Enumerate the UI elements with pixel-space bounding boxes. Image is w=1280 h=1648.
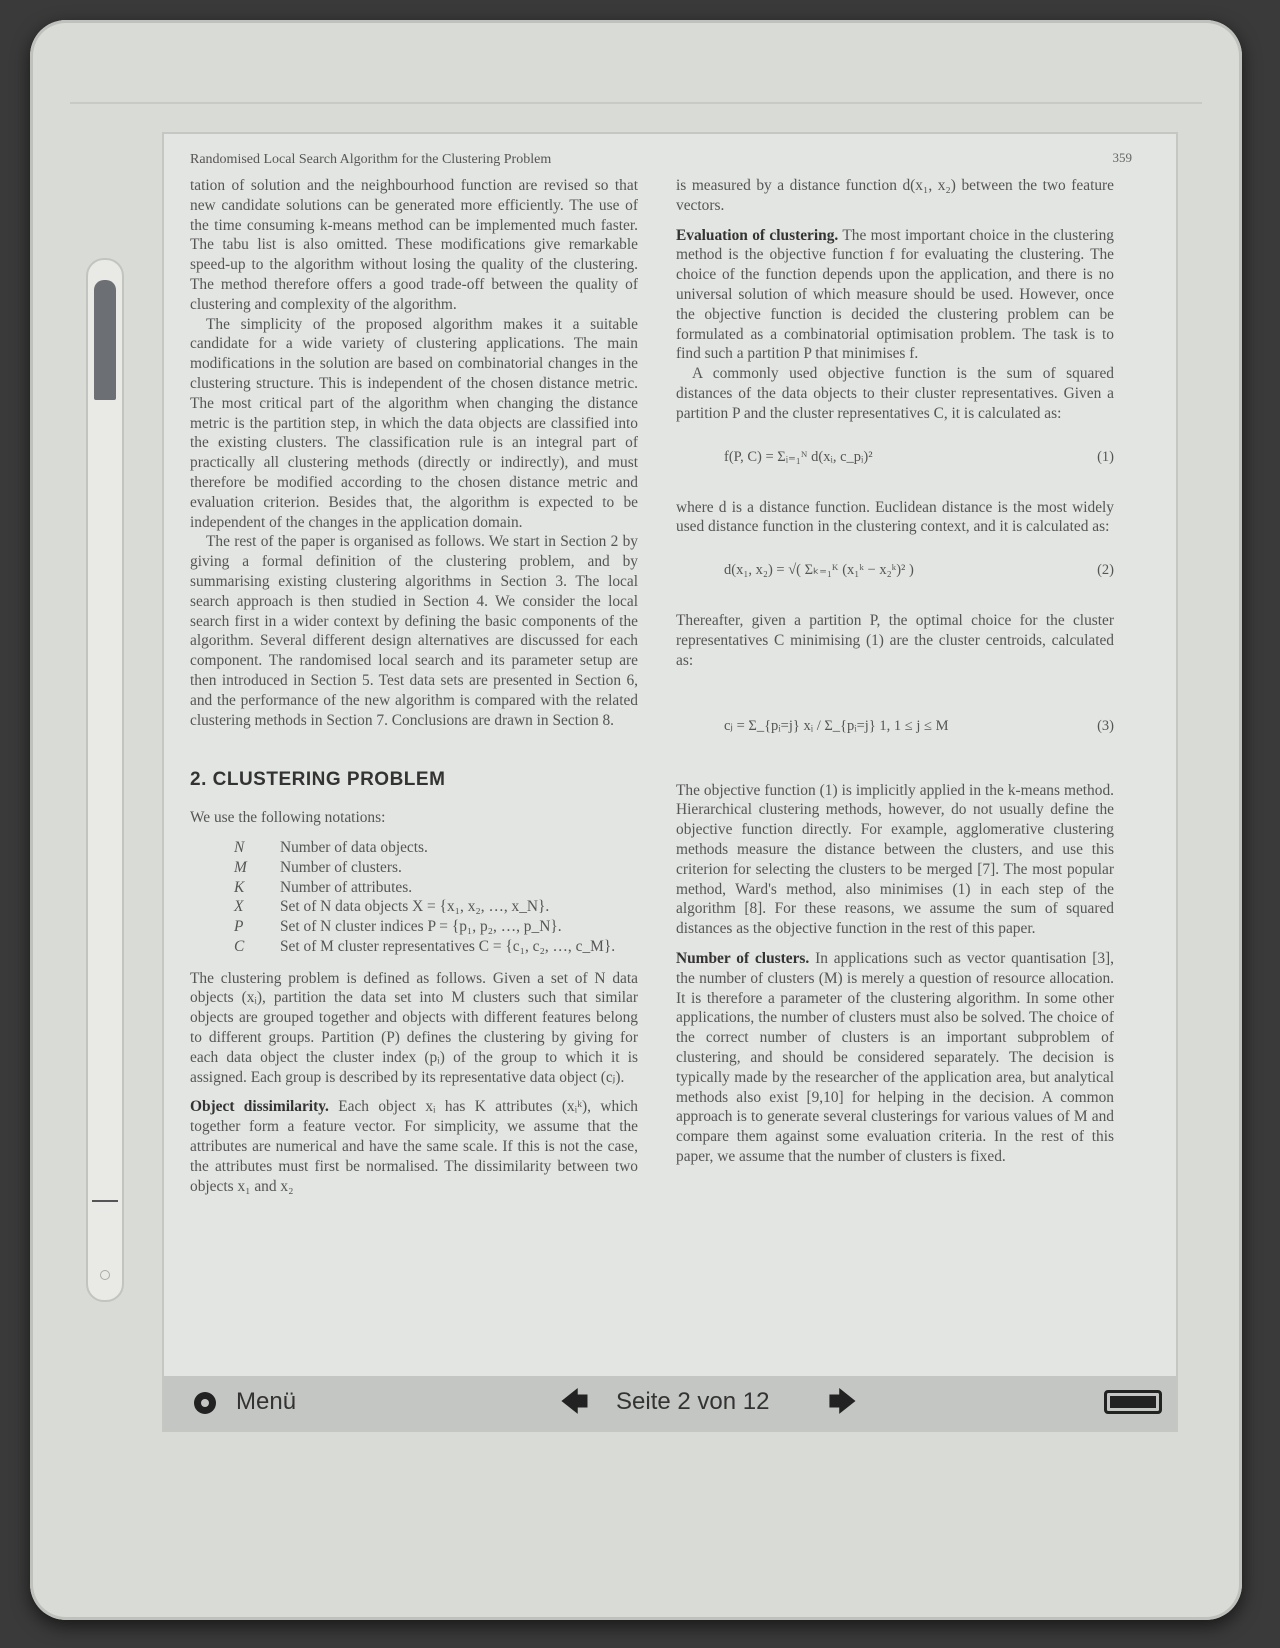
- display-screen: [162, 132, 1178, 1432]
- menu-circle-icon[interactable]: [194, 1392, 216, 1414]
- notation-item: [234, 878, 638, 898]
- paragraph: is measured by a distance function d(x₁, x₂) between the two feature vectors.: [676, 177, 1114, 214]
- equation-body: f(P, C) = Σᵢ₌₁ᴺ d(xᵢ, c_pᵢ)²: [724, 448, 873, 465]
- bezel-divider: [70, 102, 1202, 104]
- paragraph: tation of solution and the neighbourhood function are revised so that new candidate solutions can be generated more efficiently. The use of the time consuming k-means method can be implemented much faster. The tabu list is also omitted. These modifications give remarkable speed-up to the algorithm without losing the quality of the clustering. The method therefore offers a good trade-off between the quality of clustering and complexity of the algorithm.: [190, 177, 638, 313]
- notation-intro: We use the following notations:: [190, 809, 386, 827]
- paragraph: The rest of the paper is organised as follows. We start in Section 2 by giving a formal definition of the clustering problem, and by summarising existing clustering algorithms in Section 3. The local search approach is then studied in Section 4. We consider the local search first in a wider context by defining the basic components of the algorithm. Several different design alternatives are discussed for each component. The randomised local search and its parameter setup are then introduced in Section 5. Test data sets are presented in Section 6, and the performance of the new algorithm is compared with the related clustering methods in Section 7. Conclusions are drawn in Section 8.: [190, 533, 638, 729]
- page-scroll-slider[interactable]: [86, 258, 124, 1302]
- notation-description: Number of clusters.: [280, 858, 402, 876]
- equation-number: (2): [1097, 562, 1114, 579]
- paragraph: A commonly used objective function is the sum of squared distances of the data objects to their cluster representatives. Given a partition P and the cluster representatives C, it is calculated as:: [676, 365, 1114, 422]
- paragraph: The objective function (1) is implicitly applied in the k-means method. Hierarchical clustering methods, however, do not usually define the objective function directly. For example, agglomerative clustering methods measure the distance between the clusters, and use this criterion for selecting the clusters to be merged [7]. The most popular method, Ward's method, also minimises (1) in each step of the algorithm [8]. For these reasons, we assume the sum of squared distances as the objective function in the rest of this paper.: [676, 781, 1114, 938]
- paragraph: The simplicity of the proposed algorithm makes it a suitable candidate for a wide variety of clustering applications. The main modifications in the solution are based on combinatorial changes in the clustering structure. This is independent of the chosen distance metric. The most critical part of the algorithm when changing the distance metric is the partition step, in which the data objects are classified into the existing clusters. The classification rule is an integral part of practically all clustering methods (directly or indirectly), and must therefore be modified according to the chosen distance metric and evaluation criterion. Besides that, the algorithm is expected to be independent of the changes in the application domain.: [190, 315, 638, 531]
- paragraph-text: In applications such as vector quantisation [3], the number of clusters (M) is merely a question of resource allocation. It is therefore a parameter of the clustering algorithm. In some other applications, the number of clusters must also be solved. The choice of the correct number of clusters is an important subproblem of clustering, and should be considered separately. The decision is typically made by the researcher of the application area, but analytical methods also exist [9,10] for helping in the decision. A common approach is to generate several clusterings for various values of M and compare them against some evaluation criteria. In the rest of this paper, we assume that the number of clusters is fixed.: [676, 949, 1114, 1165]
- notation-description: Number of attributes.: [280, 878, 413, 896]
- paragraph: [190, 1097, 638, 1196]
- running-header-title: Randomised Local Search Algorithm for the Clustering Problem: [190, 152, 552, 167]
- equation-body: d(x₁, x₂) = √( Σₖ₌₁ᴷ (x₁ᵏ − x₂ᵏ)² ): [724, 562, 914, 579]
- right-column: [676, 176, 1114, 1167]
- equation-2: [676, 547, 1114, 601]
- document-page: [176, 144, 1164, 1360]
- slider-mark: [92, 1200, 118, 1202]
- notation-symbol: C: [234, 937, 245, 955]
- menu-button[interactable]: Menü: [236, 1388, 297, 1415]
- notation-description: Set of N data objects X = {x₁, x₂, …, x_N}.: [280, 898, 550, 916]
- paragraph: Thereafter, given a partition P, the optimal choice for the cluster representatives C minimising (1) are the cluster centroids, calculated as:: [676, 612, 1114, 669]
- equation-number: (3): [1097, 717, 1114, 734]
- slider-thumb[interactable]: [94, 280, 116, 400]
- slider-dot: [100, 1270, 110, 1280]
- equation-body: cⱼ = Σ_{pᵢ=j} xᵢ / Σ_{pᵢ=j} 1, 1 ≤ j ≤ M: [724, 717, 949, 734]
- notation-description: Set of N cluster indices P = {p₁, p₂, …, p_N}.: [280, 918, 562, 936]
- equation-3: [676, 681, 1114, 771]
- previous-page-arrow-icon[interactable]: 🡄: [560, 1386, 589, 1417]
- paragraph: where d is a distance function. Euclidean distance is the most widely used distance function in the clustering context, and it is calculated as:: [676, 498, 1114, 536]
- notation-list: [234, 838, 638, 957]
- ereader-device: [30, 20, 1242, 1620]
- page-number: 359: [1112, 150, 1132, 165]
- equation-number: (1): [1097, 448, 1114, 465]
- notation-symbol: M: [234, 858, 247, 876]
- reader-toolbar: [164, 1376, 1176, 1430]
- notation-symbol: X: [234, 898, 244, 916]
- left-column: [190, 176, 638, 1196]
- notation-item: [234, 937, 638, 957]
- page-indicator: Seite 2 von 12: [616, 1388, 770, 1415]
- paragraph: The clustering problem is defined as follows. Given a set of N data objects (xᵢ), partition the data set into M clusters such that similar objects are grouped together and objects with different features belong to different groups. Partition (P) defines the clustering by giving for each data object the cluster index (pᵢ) of the group to which it is assigned. Each group is described by its representative data object (cⱼ).: [190, 969, 638, 1086]
- paragraph-lead: Evaluation of clustering.: [676, 226, 839, 244]
- notation-symbol: P: [234, 918, 244, 936]
- section-heading: 2. CLUSTERING PROBLEM: [190, 769, 446, 791]
- equation-1: [676, 434, 1114, 488]
- notation-item: [234, 858, 638, 878]
- next-page-arrow-icon[interactable]: 🡆: [828, 1386, 857, 1417]
- notation-description: Number of data objects.: [280, 838, 428, 856]
- paragraph-text: Each object xᵢ has K attributes (xᵢᵏ), which together form a feature vector. For simplicity, we assume that the attributes are numerical and have the same scale. If this is not the case, the attributes must first be normalised. The dissimilarity between two objects x₁ and x₂: [190, 1098, 638, 1195]
- paragraph-lead: Number of clusters.: [676, 949, 810, 967]
- notation-item: [234, 838, 638, 858]
- notation-item: [234, 917, 638, 937]
- notation-symbol: K: [234, 878, 245, 896]
- paragraph-text: The most important choice in the clustering method is the objective function f for evaluating the clustering. The choice of the function depends upon the application, and there is no universal solution of which measure should be used. However, once the objective function is decided the clustering problem can be formulated as a combinatorial optimisation problem. The task is to find such a partition P that minimises f.: [676, 226, 1115, 363]
- battery-icon: [1104, 1390, 1162, 1414]
- notation-symbol: N: [234, 838, 245, 856]
- paragraph: [676, 949, 1114, 1167]
- paragraph: [676, 226, 1114, 365]
- notation-description: Set of M cluster representatives C = {c₁, c₂, …, c_M}.: [280, 937, 616, 955]
- paragraph-lead: Object dissimilarity.: [190, 1098, 329, 1116]
- notation-item: [234, 897, 638, 917]
